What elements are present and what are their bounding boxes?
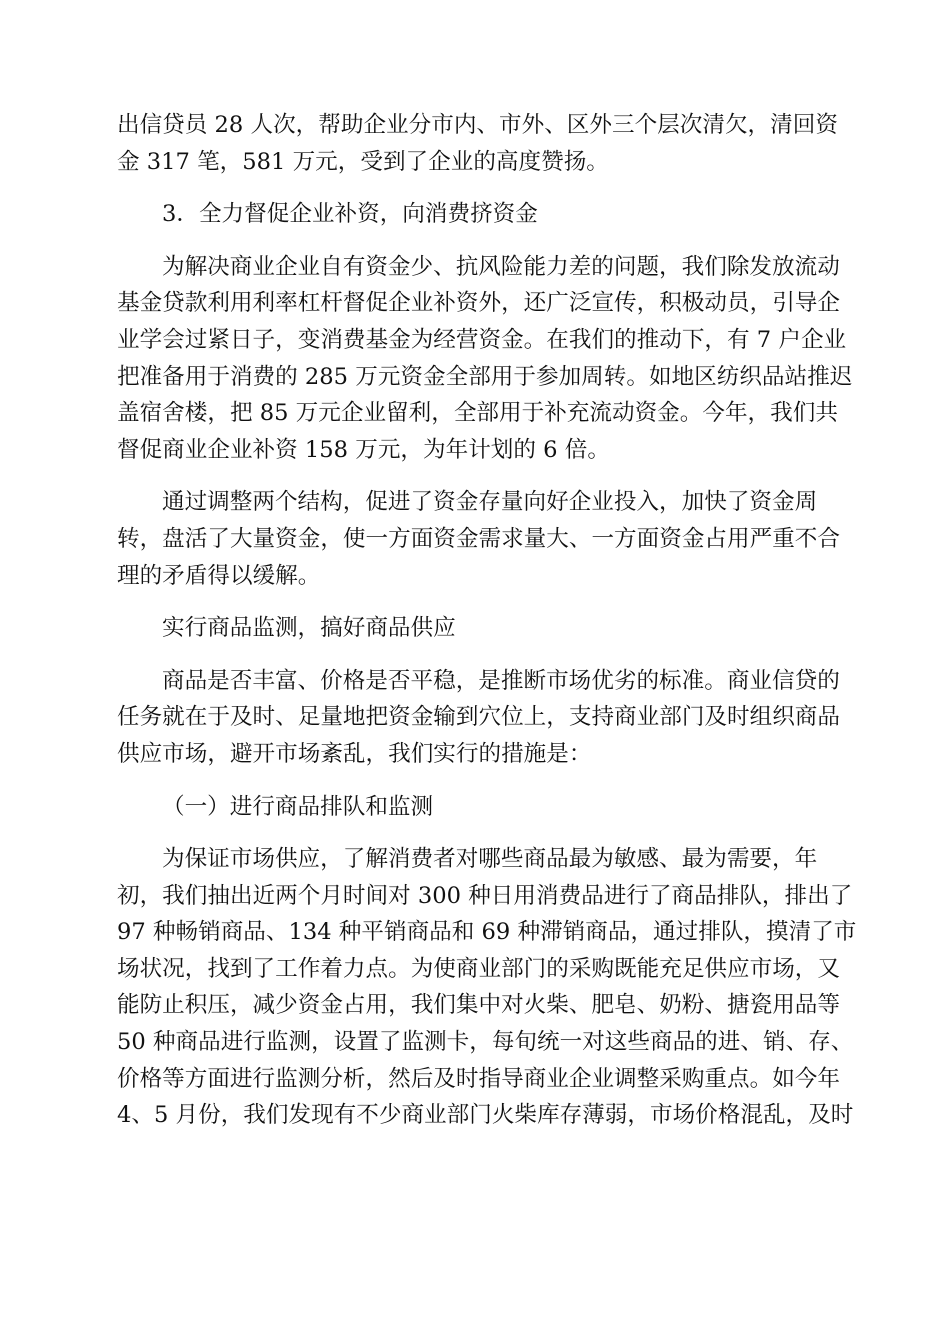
text-line: 供应市场，避开市场紊乱，我们实行的措施是： [117,740,592,767]
text-line: 基金贷款利用利率杠杆督促企业补资外，还广泛宣传，积极动员，引导企 [117,290,840,317]
text-line: 督促商业企业补资 158 万元，为年计划的 6 倍。 [117,436,610,463]
section-heading-commodity-monitoring [117,610,837,647]
heading-text: 3．全力督促企业补资，向消费挤资金 [162,201,538,228]
document-page [117,107,857,1134]
subsection-heading-ranking-monitoring [117,789,837,826]
text-line: 97 种畅销商品、134 种平销商品和 69 种滞销商品，通过排队，摸清了市 [117,919,857,946]
paragraph-capital-supplement [117,249,853,469]
text-line: 4、5 月份，我们发现有不少商业部门火柴库存薄弱，市场价格混乱，及时 [117,1102,854,1129]
heading-text: （一）进行商品排队和监测 [162,793,434,820]
text-line: 出信贷员 28 人次，帮助企业分市内、市外、区外三个层次清欠，清回资 [117,112,838,138]
paragraph-structure-adjustment [117,484,840,594]
text-line: 金 317 笔，581 万元，受到了企业的高度赞扬。 [117,148,609,175]
text-line: 能防止积压，减少资金占用，我们集中对火柴、肥皂、奶粉、搪瓷用品等 [117,992,840,1019]
text-line: 50 种商品进行监测，设置了监测卡，每旬统一对这些商品的进、销、存、 [117,1029,854,1056]
text-line: 通过调整两个结构，促进了资金存量向好企业投入，加快了资金周 [162,489,818,516]
paragraph-ranking-monitoring [117,841,857,1134]
paragraph-commodity-supply [117,663,840,773]
text-line: 价格等方面进行监测分析，然后及时指导商业企业调整采购重点。如今年 [117,1065,840,1092]
section-heading-capital-supplement [117,196,837,233]
text-line: 为解决商业企业自有资金少、抗风险能力差的问题，我们除发放流动 [162,253,840,280]
heading-text: 实行商品监测，搞好商品供应 [162,615,456,642]
text-line: 理的矛盾得以缓解。 [117,562,321,589]
text-line: 业学会过紧日子，变消费基金为经营资金。在我们的推动下，有 7 户企业 [117,326,847,353]
text-line: 转，盘活了大量资金，使一方面资金需求量大、一方面资金占用严重不合 [117,525,840,552]
paragraph-clearing-debts [117,107,837,180]
text-line: 盖宿舍楼，把 85 万元企业留利，全部用于补充流动资金。今年，我们共 [117,400,838,427]
text-line: 商品是否丰富、价格是否平稳，是推断市场优劣的标准。商业信贷的 [162,667,840,694]
text-line: 任务就在于及时、足量地把资金输到穴位上，支持商业部门及时组织商品 [117,704,840,731]
text-line: 把准备用于消费的 285 万元资金全部用于参加周转。如地区纺织品站推迟 [117,363,853,390]
text-line: 为保证市场供应，了解消费者对哪些商品最为敏感、最为需要，年 [162,846,818,873]
text-line: 场状况，找到了工作着力点。为使商业部门的采购既能充足供应市场，又 [117,955,840,982]
text-line: 初，我们抽出近两个月时间对 300 种日用消费品进行了商品排队，排出了 [117,882,853,909]
